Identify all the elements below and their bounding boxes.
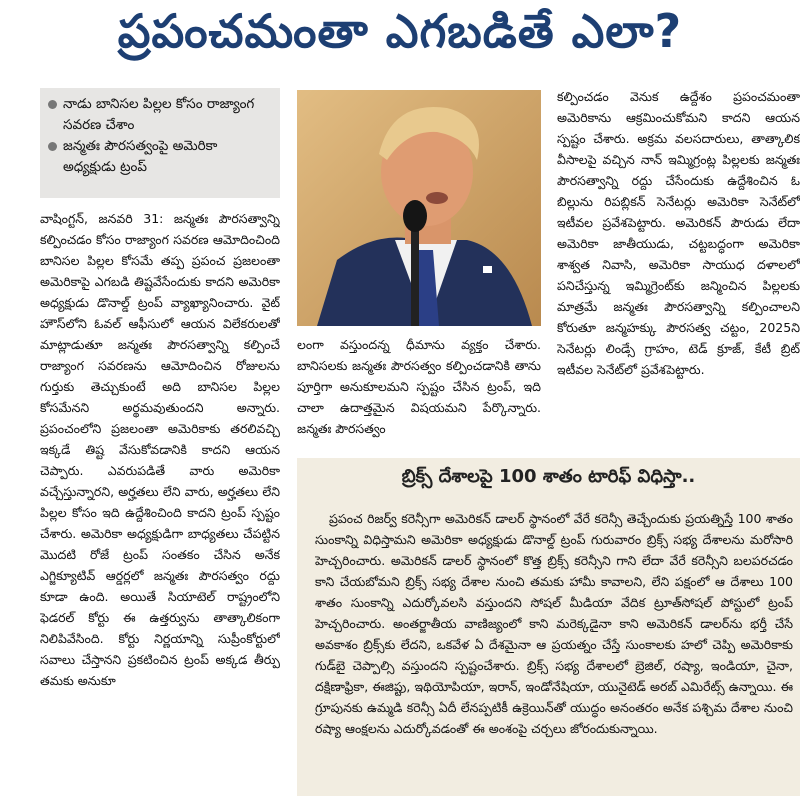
trump-portrait-illustration	[297, 90, 541, 326]
bullet-dot-icon	[48, 100, 57, 109]
summary-point	[48, 136, 272, 178]
trump-photo	[297, 90, 541, 326]
summary-box	[40, 88, 280, 198]
summary-point-text: జన్మతః పౌరసత్వంపై అమెరికా అధ్యక్షుడు ట్రంప్	[63, 138, 218, 175]
article-column-1: వాషింగ్టన్, జనవరి 31: జన్మతః పౌరసత్వాన్ని కల్పించడం కోసం రాజ్యాంగ సవరణ ఆమోదించింది బానిసల పిల్లల కోసమే తప్ప ప్రపంచ ప్రజలంతా అమెరికాపై ఎగబడి తిష్టవేసేందుకు కాదని అమెరికా అధ్యక్షుడు డొనాల్డ్ ట్రంప్ వ్యాఖ్యానించారు. వైట్ హౌస్‌లోని ఓవల్ ఆఫీసులో ఆయన విలేకరులతో మాట్లాడుతూ జన్మతః పౌరసత్వాన్ని కల్పించే రాజ్యాంగ సవరణను ఆమోదించిన రోజులను గుర్తుకు తెచ్చుకుంటే అది బానిసల పిల్లల కోసమేనని అర్థమవుతుందని అన్నారు. ప్రపంచంలోని ప్రజలంతా అమెరికాకు తరలివచ్చి ఇక్కడే తిష్ట వేసుకోవడానికి కాదని ఆయన చెప్పారు. ఎవరుపడితే వారు అమెరికా వచ్చేస్తున్నారని, అర్హతలు లేని వారు, అర్హతలు లేని పిల్లల కోసం ఇది ఉద్దేశించింది కాదని ట్రంప్ స్పష్టం చేశారు. అమెరికా అధ్యక్షుడిగా బాధ్యతలు చేపట్టిన మొదటి రోజే ట్రంప్ సంతకం చేసిన అనేక ఎగ్జిక్యూటివ్ ఆర్డర్లలో జన్మతః పౌరసత్వం రద్దు కూడా ఉంది. అయితే సియాటెల్ రాష్ట్రంలోని ఫెడరల్ కోర్టు ఈ ఉత్తర్వును తాత్కాలికంగా నిలిపివేసింది. కోర్టు నిర్ణయాన్ని సుప్రీంకోర్టులో సవాలు చేస్తానని ప్రకటించిన ట్రంప్ అక్కడ తీర్పు తమకు అనుకూ	[40, 211, 280, 688]
tariff-story-body: ప్రపంచ రిజర్వ్ కరెన్సీగా అమెరికన్ డాలర్ స్థానంలో వేరే కరెన్సీ తెచ్చేందుకు ప్రయత్నిస్తే 100 శాతం సుంకాన్ని విధిస్తామని అమెరికా అధ్యక్షుడు డొనాల్డ్ ట్రంప్ గురువారం బ్రిక్స్ సభ్య దేశాలను మరోసారి హెచ్చరించారు. అమెరికన్ డాలర్ స్థానంలో కొత్త బ్రిక్స్ కరెన్సీని గాని లేదా వేరే కరెన్సీని బలపరచడం కాని చేయబోమని బ్రిక్స్ సభ్య దేశాల నుంచి తమకు హామీ కావాలని, లేని పక్షంలో ఆ దేశాలు 100 శాతం సుంకాన్ని ఎదుర్కోవలసి వస్తుందని సోషల్ మీడియా వేదిక ట్రూత్‌సోషల్ పోస్టులో ట్రంప్ హెచ్చరించారు. అంతర్జాతీయ వాణిజ్యంలో కాని మరెక్కడైనా కాని అమెరికన్ డాలర్‌ను భర్తీ చేసే అవకాశం బ్రిక్స్‌కు లేదని, ఒకవేళ ఏ దేశమైనా ఆ ప్రయత్నం చేస్తే సుంకాలకు హలో చెప్పి అమెరికాకు గుడ్‌బై చెప్పాల్సి వస్తుందని స్పష్టంచేశారు. బ్రిక్స్ సభ్య దేశాలలో బ్రెజిల్, రష్యా, ఇండియా, చైనా, దక్షిణాఫ్రికా, ఈజిప్టు, ఇథియోపియా, ఇరాన్, ఇండోనేషియా, యునైటెడ్ అరబ్ ఎమిరేట్స్ ఉన్నాయి. ఈ గ్రూపునకు ఉమ్మడి కరెన్సీ ఏదీ లేనప్పటికీ ఉక్రెయిన్‌తో యుద్ధం అనంతరం అనేక పశ్చిమ దేశాల నుంచి రష్యా ఆంక్షలను ఎదుర్కోవడంతో ఈ అంశంపై చర్చలు జోరందుకున్నాయి.	[315, 511, 793, 736]
tariff-story-box	[297, 458, 800, 796]
page-title: ప్రపంచమంతా ఎగబడితే ఎలా?	[117, 4, 683, 58]
tariff-story-title: బ్రిక్స్ దేశాలపై 100 శాతం టారిఫ్ విధిస్తా..	[401, 466, 696, 487]
summary-point-text: నాడు బానిసల పిల్లల కోసం రాజ్యాంగ సవరణ చేశాం	[63, 96, 255, 133]
article-column-3: కల్పించడం వెనుక ఉద్దేశం ప్రపంచమంతా అమెరికాను ఆక్రమించుకోమని కాదని ఆయన స్పష్టం చేశారు. అక్రమ వలసదారులు, తాత్కాలిక వీసాలపై వచ్చిన నాన్ ఇమ్మిగ్రంట్ల పిల్లలకు జన్మతః పౌరసత్వాన్ని రద్దు చేసేందుకు ఉద్దేశించిన ఓ బిల్లును రిపబ్లికన్ సెనేటర్లు అమెరికా సెనేట్‌లో ఇటీవల ప్రవేశపెట్టారు. అమెరికన్ పౌరుడు లేదా అమెరికా జాతీయుడు, చట్టబద్ధంగా అమెరికా శాశ్వత నివాసి, అమెరికా సాయుధ దళాలలో పనిచేస్తున్న ఇమ్మిగ్రెంట్‌కు జన్మించిన పిల్లలకు మాత్రమే జన్మతః పౌరసత్వాన్ని కల్పించాలని కోరుతూ జన్మహక్కు పౌరసత్వ చట్టం, 2025ని సెనేటర్లు లిండ్సే గ్రాహం, టెడ్ క్రూజ్, కేటీ బ్రిట్ ఇటీవల సెనేట్‌లో ప్రవేశపెట్టారు.	[557, 89, 800, 377]
bullet-dot-icon	[48, 142, 57, 151]
summary-point	[48, 94, 272, 136]
article-column-2: లంగా వస్తుందన్న ధీమాను వ్యక్తం చేశారు. బానిసలకు జన్మతః పౌరసత్వం కల్పించడానికి తాను పూర్తిగా అనుకూలమని స్పష్టం చేసిన ట్రంప్, ఇది చాలా ఉదాత్తమైన విషయమని పేర్కొన్నారు. జన్మతః పౌరసత్వం	[297, 337, 541, 436]
